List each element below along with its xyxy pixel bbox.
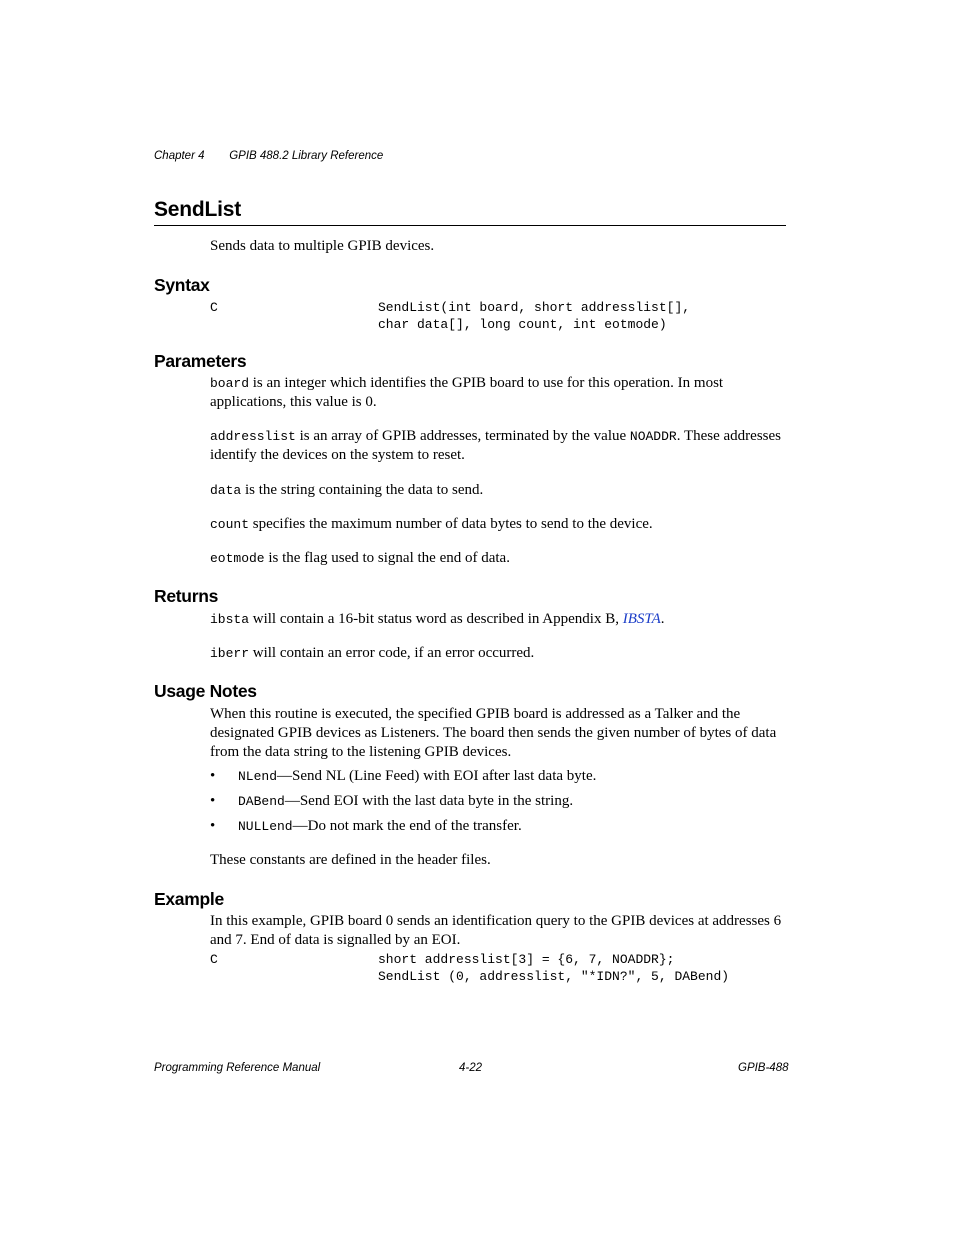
syntax-line-1: SendList(int board, short addresslist[], [378,300,691,315]
ibsta-name: ibsta [210,612,250,627]
param-board [210,374,788,412]
param-addresslist-desc-2: . These addresses identify the devices on the system to reset. [210,428,781,463]
bullet-mark: • [210,818,216,834]
example-lang: C [210,952,218,967]
bullet-mark: • [210,768,216,784]
bullet-mark: • [210,793,216,809]
param-addresslist [210,427,788,465]
footer-product: GPIB-488 [738,1062,789,1074]
syntax-heading: Syntax [154,275,210,295]
ibsta-desc: will contain a 16-bit status word as described in Appendix B, [249,611,623,627]
param-count-name: count [210,517,250,532]
chapter-label: Chapter 4 [154,150,205,162]
example-heading: Example [154,889,224,909]
section-label: GPIB 488.2 Library Reference [229,150,384,162]
nlend-desc: —Send NL (Line Feed) with EOI after last data byte. [277,768,597,784]
dabend-desc: —Send EOI with the last data byte in the string. [284,793,574,809]
dabend-constant: DABend [238,794,285,809]
nullend-desc: —Do not mark the end of the transfer. [292,818,522,834]
param-addresslist-name: addresslist [210,429,296,444]
usage-paragraph: When this routine is executed, the specified GPIB board is addressed as a Talker and the designated GPIB devices as Listeners. The board then sends the given number of bytes of data from the data string to the listening GPIB devices. [210,706,777,760]
usage-heading: Usage Notes [154,681,257,701]
example-paragraph: In this example, GPIB board 0 sends an identification query to the GPIB devices at addresses 6 and 7. End of data is signalled by an EOI. [210,913,782,948]
param-eotmode-name: eotmode [210,551,265,566]
param-data [210,481,788,500]
param-count [210,515,788,534]
usage-closing: These constants are defined in the header files. [210,852,491,868]
parameters-heading: Parameters [154,351,247,371]
nullend-constant: NULLend [238,819,293,834]
footer-manual-title: Programming Reference Manual [154,1062,321,1074]
ibsta-link[interactable]: IBSTA [622,611,661,627]
returns-heading: Returns [154,586,219,606]
syntax-line-2: char data[], long count, int eotmode) [378,317,667,332]
param-eotmode-desc: is the flag used to signal the end of data. [264,550,510,566]
page-title: SendList [154,198,786,226]
iberr-desc: will contain an error code, if an error occurred. [249,645,535,661]
param-data-desc: is the string containing the data to send. [241,482,484,498]
intro-text: Sends data to multiple GPIB devices. [210,238,435,254]
noaddr-constant: NOADDR [629,429,677,444]
running-head [154,150,383,162]
param-addresslist-desc-1: is an array of GPIB addresses, terminated by the value [295,428,630,444]
syntax-lang: C [210,300,218,315]
param-eotmode [210,549,788,568]
example-line-1: short addresslist[3] = {6, 7, NOADDR}; [378,952,675,967]
footer-page-number: 4-22 [459,1062,483,1074]
param-board-name: board [210,376,250,391]
nlend-constant: NLend [238,769,278,784]
return-iberr [210,644,788,663]
ibsta-period: . [660,611,665,627]
param-count-desc: specifies the maximum number of data bytes to send to the device. [249,516,653,532]
param-data-name: data [210,483,242,498]
iberr-name: iberr [210,646,250,661]
return-ibsta [210,610,788,629]
example-line-2: SendList (0, addresslist, "*IDN?", 5, DABend) [378,969,730,984]
param-board-desc: is an integer which identifies the GPIB board to use for this operation. In most applications, this value is 0. [210,375,724,410]
